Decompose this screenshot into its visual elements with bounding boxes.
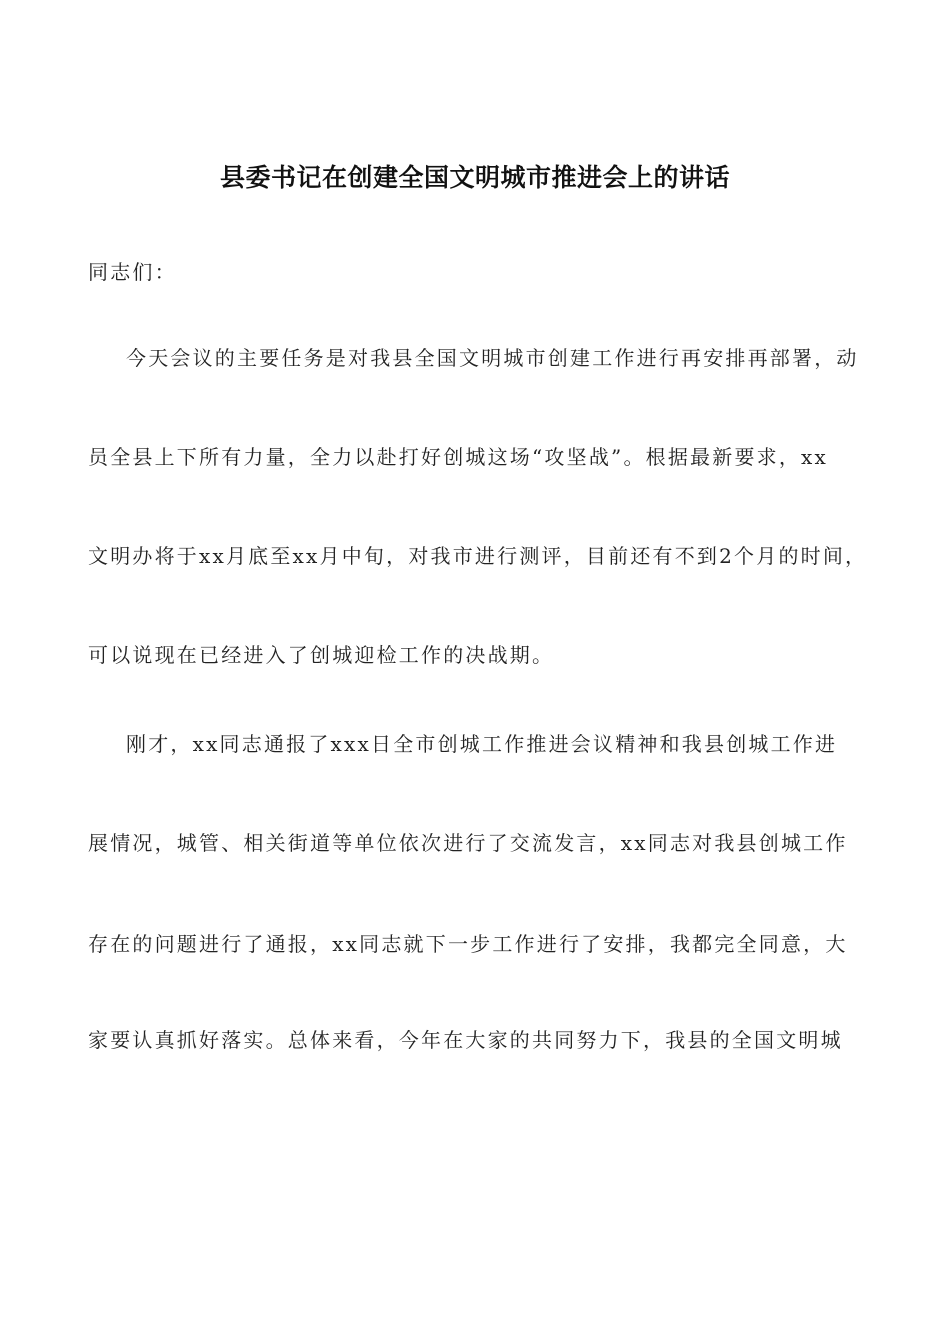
paragraph-2-line-4: 家要认真抓好落实。总体来看，今年在大家的共同努力下，我县的全国文明城	[88, 1028, 843, 1052]
paragraph-2-line-1: 刚才，xx同志通报了xxx日全市创城工作推进会议精神和我县创城工作进	[126, 732, 838, 756]
paragraph-1-line-2: 员全县上下所有力量，全力以赴打好创城这场“攻坚战”。根据最新要求，xx	[88, 445, 829, 469]
paragraph-2-line-2: 展情况，城管、相关街道等单位依次进行了交流发言，xx同志对我县创城工作	[88, 831, 848, 855]
paragraph-1-line-3: 文明办将于xx月底至xx月中旬，对我市进行测评，目前还有不到2个月的时间，	[88, 544, 868, 568]
salutation: 同志们：	[88, 260, 177, 284]
paragraph-2-line-3: 存在的问题进行了通报，xx同志就下一步工作进行了安排，我都完全同意，大	[88, 932, 848, 956]
paragraph-1-line-1: 今天会议的主要任务是对我县全国文明城市创建工作进行再安排再部署，动	[126, 346, 859, 370]
paragraph-1-line-4: 可以说现在已经进入了创城迎检工作的决战期。	[88, 643, 555, 667]
document-title: 县委书记在创建全国文明城市推进会上的讲话	[219, 163, 730, 192]
